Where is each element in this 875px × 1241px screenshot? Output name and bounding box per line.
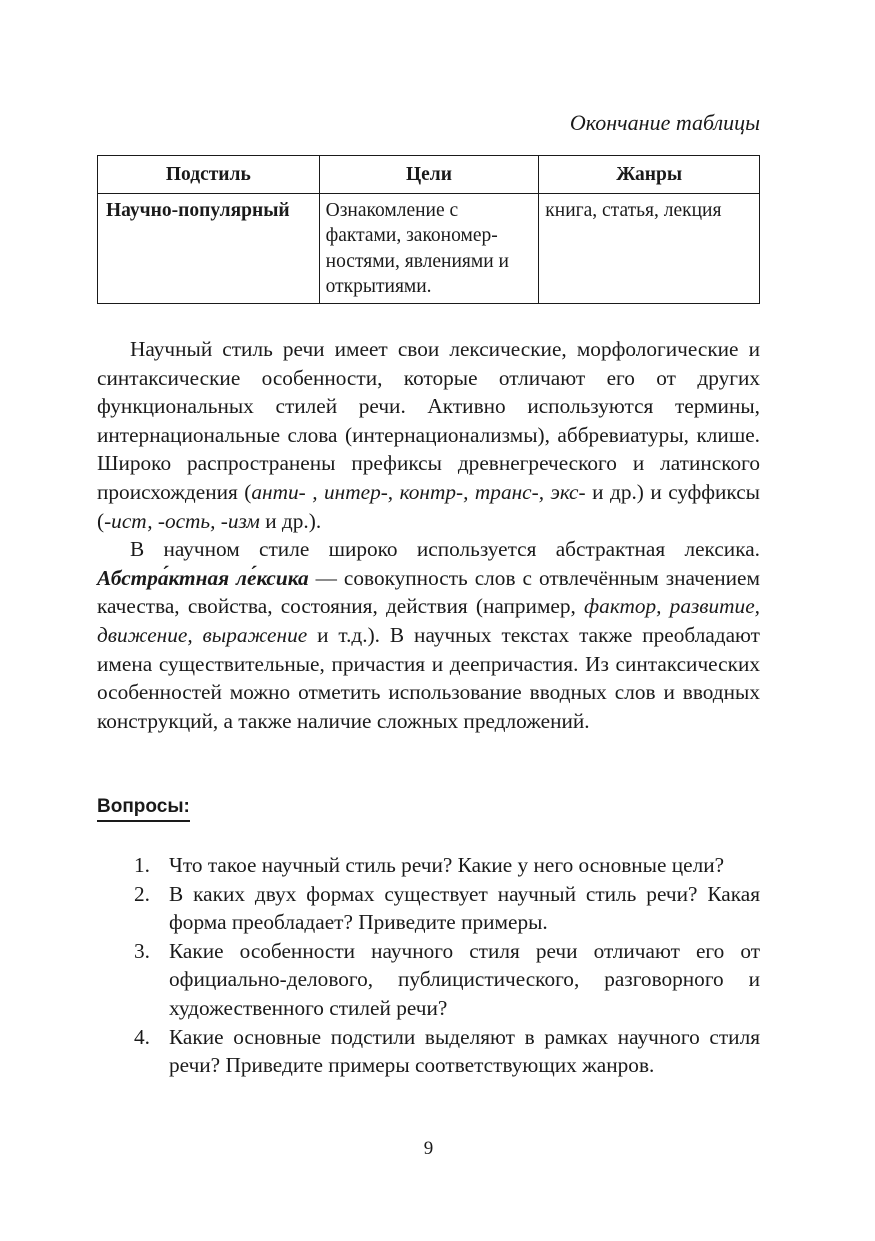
questions-list (97, 851, 760, 1080)
header-substyle: Подстиль (98, 156, 320, 194)
header-goals: Цели (319, 156, 539, 194)
cell-goals (319, 194, 539, 304)
question-text: Какие основные подстили выделяют в рамках научного стиля речи? Приведите примеры соответствующих жанров. (169, 1024, 760, 1078)
substyle-table (97, 155, 760, 304)
body-text (97, 335, 760, 735)
prefix-examples: анти- , интер-, контр-, транс-, экс- (251, 479, 586, 504)
question-text: В каких двух формах существует научный стиль речи? Какая форма преобладает? Приведите примеры. (169, 881, 760, 935)
question-number: 3. (134, 938, 150, 963)
list-item (97, 880, 760, 937)
table-row (98, 194, 760, 304)
paragraph-text: Научный стиль речи имеет свои лексические, морфологические и синтаксические особенности, которые отличают его от других функциональных стилей речи. Активно используются термины, интернациональные слова (интернационализмы), аббревиатуры, клише. Широко распространены префиксы древнегреческого и латинского происхождения ( (97, 337, 760, 504)
word-examples: фактор, развитие, движение, выражение (97, 594, 760, 647)
question-text: Что такое научный стиль речи? Какие у него основные цели? (169, 853, 725, 877)
paragraph-text: В научном стиле широко используется абстрактная лексика. (130, 537, 760, 562)
goal-line: фактами, закономер- (325, 225, 498, 247)
question-number: 2. (134, 881, 150, 906)
goal-line: Ознакомление с (325, 200, 459, 221)
question-number: 4. (134, 1024, 150, 1049)
suffix-examples: -ист, -ость, -изм (104, 508, 260, 533)
paragraph-text: — совокупность слов с отвлечённым значением качества, свойства, состояния, действия (например, (97, 565, 760, 619)
list-item (97, 937, 760, 1023)
header-genres: Жанры (539, 156, 760, 194)
paragraph-lexical-features (97, 335, 760, 535)
list-item (97, 1023, 760, 1080)
paragraph-abstract-vocabulary (97, 535, 760, 735)
question-number: 1. (134, 853, 150, 877)
cell-genres: книга, статья, лекция (539, 194, 760, 304)
goal-line: ностями, явлениями и (325, 250, 509, 272)
paragraph-text: и др.). (259, 508, 322, 533)
questions-heading: Вопросы: (97, 796, 190, 822)
table-caption: Окончание таблицы (569, 110, 760, 135)
goal-line: открытиями. (325, 275, 432, 297)
question-text: Какие особенности научного стиля речи отличают его от официально-делового, публицистического, разговорного и художественного стилей речи? (169, 938, 760, 1020)
term-definition: Абстра́ктная ле́ксика (97, 565, 309, 590)
list-item (97, 851, 760, 880)
cell-substyle: Научно-популярный (98, 194, 320, 304)
table-header-row (98, 156, 760, 194)
paragraph-text: и т.д.). В научных текстах также преобладают имена существительные, причастия и деепричастия. Из синтаксических особенностей можно отметить использование вводных слов и вводных конструкций, а также наличие сложных предложений. (97, 622, 760, 733)
page-number: 9 (423, 1138, 434, 1159)
paragraph-text: и др.) и суффиксы ( (97, 479, 760, 533)
